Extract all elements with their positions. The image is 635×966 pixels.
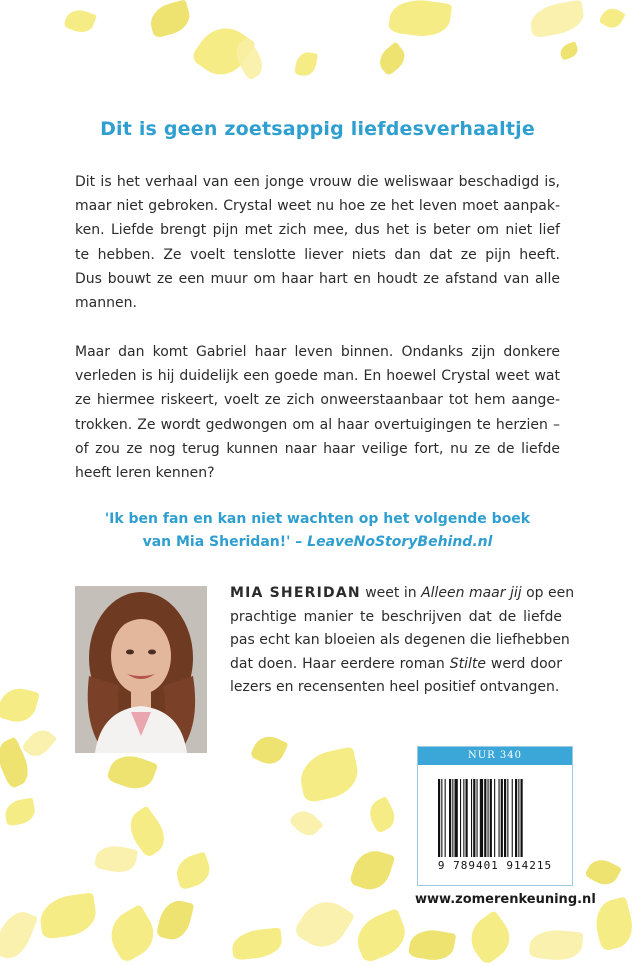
bio-text: werd door xyxy=(485,655,563,672)
book-title: Alleen maar jij xyxy=(421,585,522,601)
author-photo xyxy=(75,586,207,753)
headline: Dit is geen zoetsappig liefdesverhaaltje xyxy=(100,118,535,140)
bio-line-2: prachtige manier te beschrijven dat de liefde xyxy=(230,608,562,625)
blurb-paragraph-1 xyxy=(75,170,560,315)
review-quote xyxy=(0,508,635,554)
barcode-bar xyxy=(490,779,492,857)
isbn-digits: 9 789401 914215 xyxy=(437,859,553,872)
blurb-line: trokken. Ze wordt gedwongen om al haar overtuigingen te herzien – xyxy=(75,416,560,433)
blurb-line: te hebben. Ze voelt tenslotte liever niets dan dat ze pijn heeft. xyxy=(75,246,560,263)
barcode-bar xyxy=(452,779,453,857)
blurb-line: Dus bouwt ze een muur om haar hart en houdt ze afstand van alle xyxy=(75,270,560,287)
barcode-bar xyxy=(473,779,475,857)
bio-line-5: lezers en recensenten heel positief ontvangen. xyxy=(230,679,560,696)
barcode-bar xyxy=(463,779,464,857)
barcode-bar xyxy=(494,779,495,857)
barcode-bar xyxy=(480,779,483,857)
bio-line-3: pas echt kan bloeien als degenen die liefhebben xyxy=(230,632,570,649)
bio-text: op een xyxy=(521,585,575,601)
blurb-line: Dit is het verhaal van een jonge vrouw die weliswaar beschadigd is, xyxy=(75,174,560,190)
blurb-line: verleden is hij duidelijk een goede man. En hoewel Crystal weet wat xyxy=(75,368,560,385)
barcode-bar xyxy=(515,779,517,857)
barcode-bar xyxy=(455,779,458,857)
barcode-bar xyxy=(445,779,446,857)
barcode-bar xyxy=(507,779,508,857)
blurb-line: maar niet gebroken. Crystal weet nu hoe ze het leven moet aanpak- xyxy=(75,198,560,215)
quote-line-2 xyxy=(0,531,635,554)
quote-line-1: 'Ik ben fan en kan niet wachten op het volgende boek xyxy=(104,511,531,527)
blurb-line: Maar dan komt Gabriel haar leven binnen. Ondanks zijn donkere xyxy=(75,344,560,360)
barcode-bar xyxy=(504,779,506,857)
barcode-bar xyxy=(460,779,461,857)
isbn-barcode-box xyxy=(417,746,573,886)
barcode-bar xyxy=(477,779,478,857)
barcode-bar xyxy=(484,779,486,857)
author-bio xyxy=(230,582,575,700)
bio-text: dat doen. Haar eerdere roman xyxy=(230,655,450,672)
bio-text: weet in xyxy=(360,585,422,601)
quote-text: van Mia Sheridan!' – xyxy=(142,534,308,550)
quote-source: LeaveNoStoryBehind.nl xyxy=(307,534,493,550)
barcode-bar xyxy=(441,779,442,857)
barcode-bar xyxy=(501,779,503,857)
barcode-bar xyxy=(438,779,440,857)
publisher-website[interactable]: www.zomerenkeuning.nl xyxy=(415,892,596,907)
barcode-bar xyxy=(449,779,451,857)
barcode-bar xyxy=(512,779,513,857)
blurb-line: heeft leren kennen? xyxy=(75,465,215,482)
barcode-bar xyxy=(518,779,519,857)
barcode-bar xyxy=(471,779,472,857)
blurb-paragraph-2 xyxy=(75,340,560,485)
author-portrait-illustration xyxy=(75,586,207,753)
barcode-bar xyxy=(488,779,489,857)
previous-book-title: Stilte xyxy=(449,655,486,672)
barcode-bar xyxy=(521,779,523,857)
barcode-bar xyxy=(499,779,500,857)
barcode-bars xyxy=(438,779,552,857)
blurb-line: mannen. xyxy=(75,295,137,312)
barcode-bar xyxy=(466,779,468,857)
blurb-line: of zou ze nog terug kunnen naar haar veilige fort, nu ze de liefde xyxy=(75,440,560,457)
bio-line-1 xyxy=(230,582,575,606)
bio-line-4 xyxy=(230,653,562,677)
blurb-line: ken. Liefde brengt pijn met zich mee, dus het is beter om niet lief xyxy=(75,222,560,239)
blurb-line: ze hiermee riskeert, voelt ze zich onweerstaanbaar tot hem aange- xyxy=(75,392,560,409)
author-name: MIA SHERIDAN xyxy=(230,585,361,601)
nur-code: NUR 340 xyxy=(418,747,572,765)
